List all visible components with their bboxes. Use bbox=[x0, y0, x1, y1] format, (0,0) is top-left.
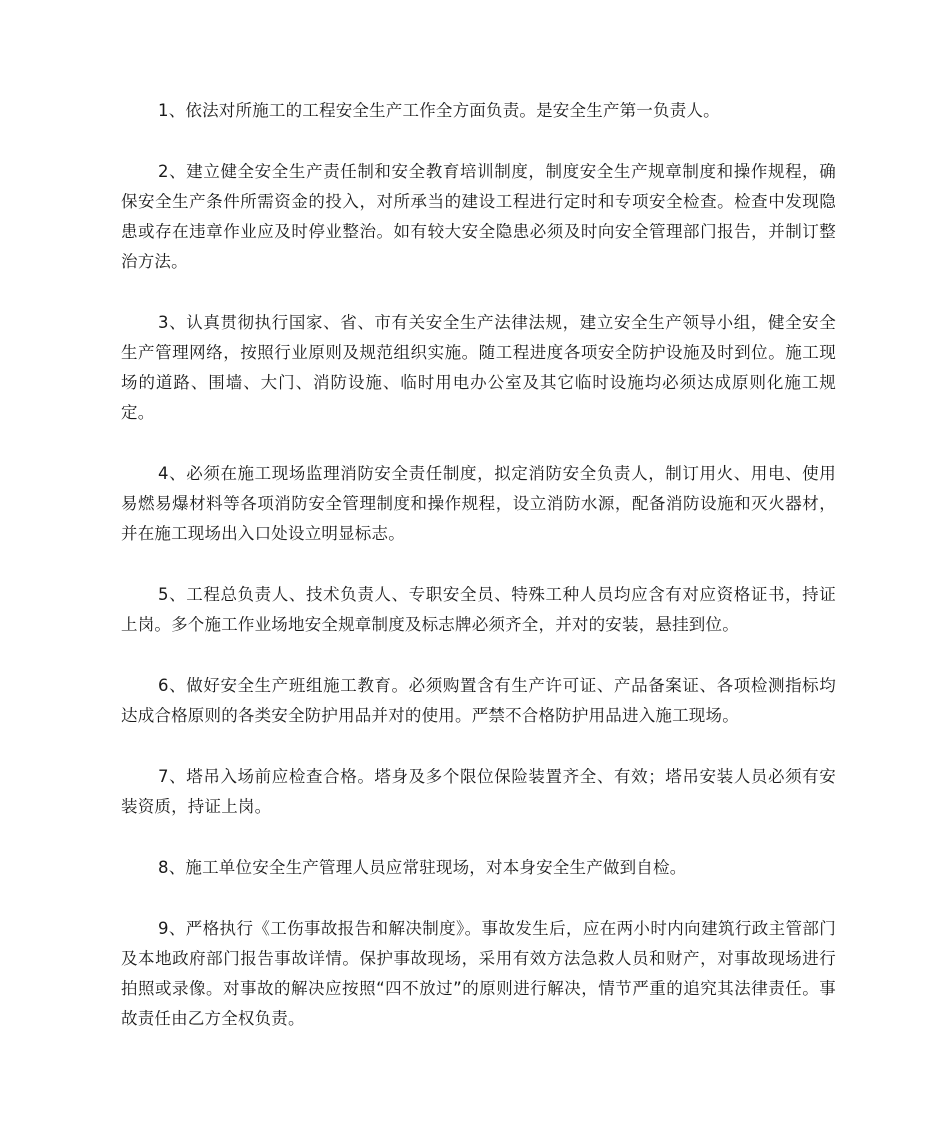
paragraph-7: 7、塔吊入场前应检查合格。塔身及多个限位保险装置齐全、有效；塔吊安装人员必须有安装资质，持证上岗。 bbox=[121, 767, 836, 816]
paragraph-3: 3、认真贯彻执行国家、省、市有关安全生产法律法规，建立安全生产领导小组，健全安全生产管理网络，按照行业原则及规范组织实施。随工程进度各项安全防护设施及时到位。施工现场的道路、围墙、大门、消防设施、临时用电办公室及其它临时设施均必须达成原则化施工规定。 bbox=[121, 313, 836, 422]
paragraph-2: 2、建立健全安全生产责任制和安全教育培训制度，制度安全生产规章制度和操作规程，确保安全生产条件所需资金的投入，对所承当的建设工程进行定时和专项安全检查。检查中发现隐患或存在违章作业应及时停业整治。如有较大安全隐患必须及时向安全管理部门报告，并制订整治方法。 bbox=[121, 162, 836, 271]
paragraph-9: 9、严格执行《工伤事故报告和解决制度》。事故发生后，应在两小时内向建筑行政主管部门及本地政府部门报告事故详情。保护事故现场，采用有效方法急救人员和财产，对事故现场进行拍照或录像。对事故的解决应按照“四不放过”的原则进行解决，情节严重的追究其法律责任。事故责任由乙方全权负责。 bbox=[121, 919, 836, 1028]
paragraph-5: 5、工程总负责人、技术负责人、专职安全员、特殊工种人员均应含有对应资格证书，持证上岗。多个施工作业场地安全规章制度及标志牌必须齐全，并对的安装，悬挂到位。 bbox=[121, 585, 836, 634]
document-body bbox=[121, 96, 836, 1034]
paragraph-4: 4、必须在施工现场监理消防安全责任制度，拟定消防安全负责人，制订用火、用电、使用易燃易爆材料等各项消防安全管理制度和操作规程，设立消防水源，配备消防设施和灭火器材，并在施工现场出入口处设立明显标志。 bbox=[121, 464, 836, 543]
paragraph-6: 6、做好安全生产班组施工教育。必须购置含有生产许可证、产品备案证、各项检测指标均达成合格原则的各类安全防护用品并对的使用。严禁不合格防护用品进入施工现场。 bbox=[121, 676, 836, 725]
paragraph-8: 8、施工单位安全生产管理人员应常驻现场，对本身安全生产做到自检。 bbox=[158, 858, 687, 877]
paragraph-1: 1、依法对所施工的工程安全生产工作全方面负责。是安全生产第一负责人。 bbox=[158, 101, 720, 120]
